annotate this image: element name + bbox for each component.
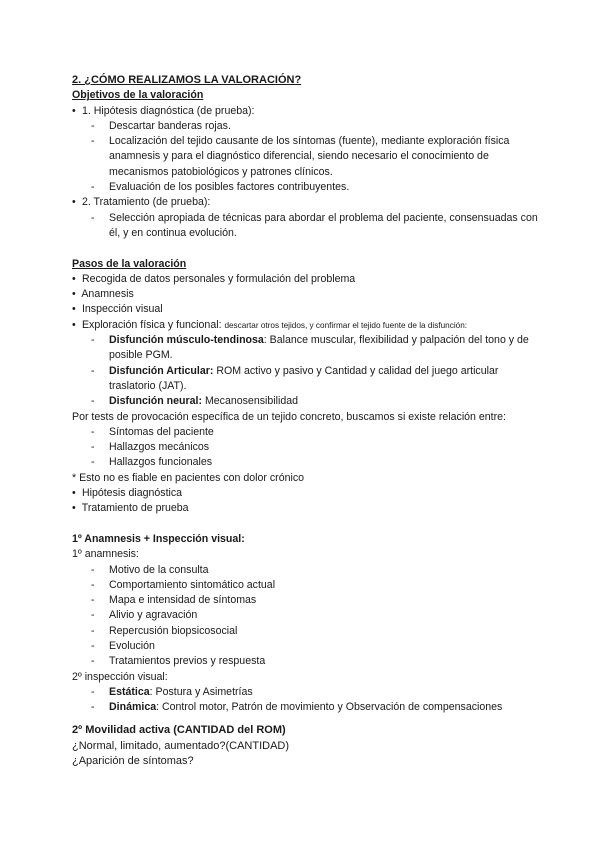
- objective-item-2: • 2. Tratamiento (de prueba):: [72, 195, 542, 210]
- dash-icon: -: [91, 639, 95, 652]
- dash-icon: -: [91, 655, 95, 668]
- list-item: - Hallazgos mecánicos: [72, 440, 542, 455]
- dash-icon: -: [91, 181, 95, 194]
- document-page: [72, 73, 542, 769]
- step-item: • Inspección visual: [72, 302, 542, 317]
- list-item: - Descartar banderas rojas.: [72, 119, 542, 134]
- bullet-icon: •: [72, 502, 76, 515]
- dash-icon: -: [91, 211, 95, 224]
- dash-icon: -: [91, 609, 95, 622]
- list-item: - Evolución: [72, 639, 542, 654]
- step-item: • Exploración física y funcional: descartar otros tejidos, y confirmar el tejido fuente de la disfunción:: [72, 318, 542, 333]
- dash-icon: -: [91, 685, 95, 698]
- anamnesis-label: 1º anamnesis:: [72, 548, 139, 561]
- steps-heading: Pasos de la valoración: [72, 257, 187, 270]
- step-item: • Tratamiento de prueba: [72, 501, 542, 516]
- bullet-icon: •: [72, 303, 76, 316]
- list-item: - Síntomas del paciente: [72, 425, 542, 440]
- note: * Esto no es fiable en pacientes con dolor crónico: [72, 471, 305, 484]
- dash-icon: -: [91, 334, 95, 347]
- list-item: - Estática: Postura y Asimetrías: [72, 685, 542, 700]
- step-item: • Recogida de datos personales y formulación del problema: [72, 272, 542, 287]
- section2-line: ¿Normal, limitado, aumentado?(CANTIDAD): [72, 739, 290, 752]
- dash-icon: -: [91, 594, 95, 607]
- list-item: - Tratamientos previos y respuesta: [72, 654, 542, 669]
- list-item: - Disfunción músculo-tendinosa: Balance muscular, flexibilidad y palpación del tono y de posible PGM.: [91, 334, 529, 362]
- step-item: • Anamnesis: [72, 287, 542, 302]
- list-item: - Evaluación de los posibles factores contribuyentes.: [72, 180, 542, 195]
- list-item: - Mapa e intensidad de síntomas: [72, 593, 542, 608]
- list-item: - Repercusión biopsicosocial: [72, 624, 542, 639]
- objective-item-1: • 1. Hipótesis diagnóstica (de prueba):: [72, 104, 542, 119]
- dash-icon: -: [91, 624, 95, 637]
- dash-icon: -: [91, 395, 95, 408]
- list-item: - Motivo de la consulta: [72, 563, 542, 578]
- list-item: - Dinámica: Control motor, Patrón de movimiento y Observación de compensaciones: [72, 700, 542, 715]
- dash-icon: -: [91, 364, 95, 377]
- dash-icon: -: [91, 135, 95, 148]
- bullet-icon: •: [72, 318, 76, 331]
- step-item: • Hipótesis diagnóstica: [72, 486, 542, 501]
- dash-icon: -: [91, 425, 95, 438]
- list-item: - Disfunción Articular: ROM activo y pasivo y Cantidad y calidad del juego articular traslatorio (JAT).: [91, 364, 499, 392]
- provocation-intro: Por tests de provocación específica de un tejido concreto, buscamos si existe relación entre:: [72, 410, 506, 423]
- bullet-icon: •: [72, 196, 76, 209]
- step-note: descartar otros tejidos, y confirmar el tejido fuente de la disfunción:: [224, 320, 468, 330]
- list-item: - Comportamiento sintomático actual: [72, 578, 542, 593]
- objectives-heading: Objetivos de la valoración: [72, 89, 204, 102]
- section2-heading: 2º Movilidad activa (CANTIDAD del ROM): [72, 724, 286, 737]
- list-item: - Alivio y agravación: [72, 608, 542, 623]
- dash-icon: -: [91, 456, 95, 469]
- dash-icon: -: [91, 119, 95, 132]
- list-item: - Disfunción neural: Mecanosensibilidad: [72, 394, 542, 409]
- dash-icon: -: [91, 441, 95, 454]
- list-item: - Localización del tejido causante de los síntomas (fuente), mediante exploración física anamnesis y para el diagnóstico diferencial, siendo necesario el conocimiento de mecanismos patobiológicos y patrones clínicos.: [91, 135, 510, 178]
- bullet-icon: •: [72, 288, 76, 301]
- list-item: - Selección apropiada de técnicas para abordar el problema del paciente, consensuadas con él, y en continua evolución.: [91, 211, 538, 239]
- bullet-icon: •: [72, 487, 76, 500]
- dash-icon: -: [91, 578, 95, 591]
- bullet-icon: •: [72, 104, 76, 117]
- bullet-icon: •: [72, 272, 76, 285]
- dash-icon: -: [91, 563, 95, 576]
- section2-line: ¿Aparición de síntomas?: [72, 755, 194, 768]
- inspection-label: 2º inspección visual:: [72, 670, 168, 683]
- section-title: 2. ¿CÓMO REALIZAMOS LA VALORACIÓN?: [72, 74, 302, 86]
- dash-icon: -: [91, 701, 95, 714]
- section1-heading: 1º Anamnesis + Inspección visual:: [72, 532, 245, 545]
- list-item: - Hallazgos funcionales: [72, 455, 542, 470]
